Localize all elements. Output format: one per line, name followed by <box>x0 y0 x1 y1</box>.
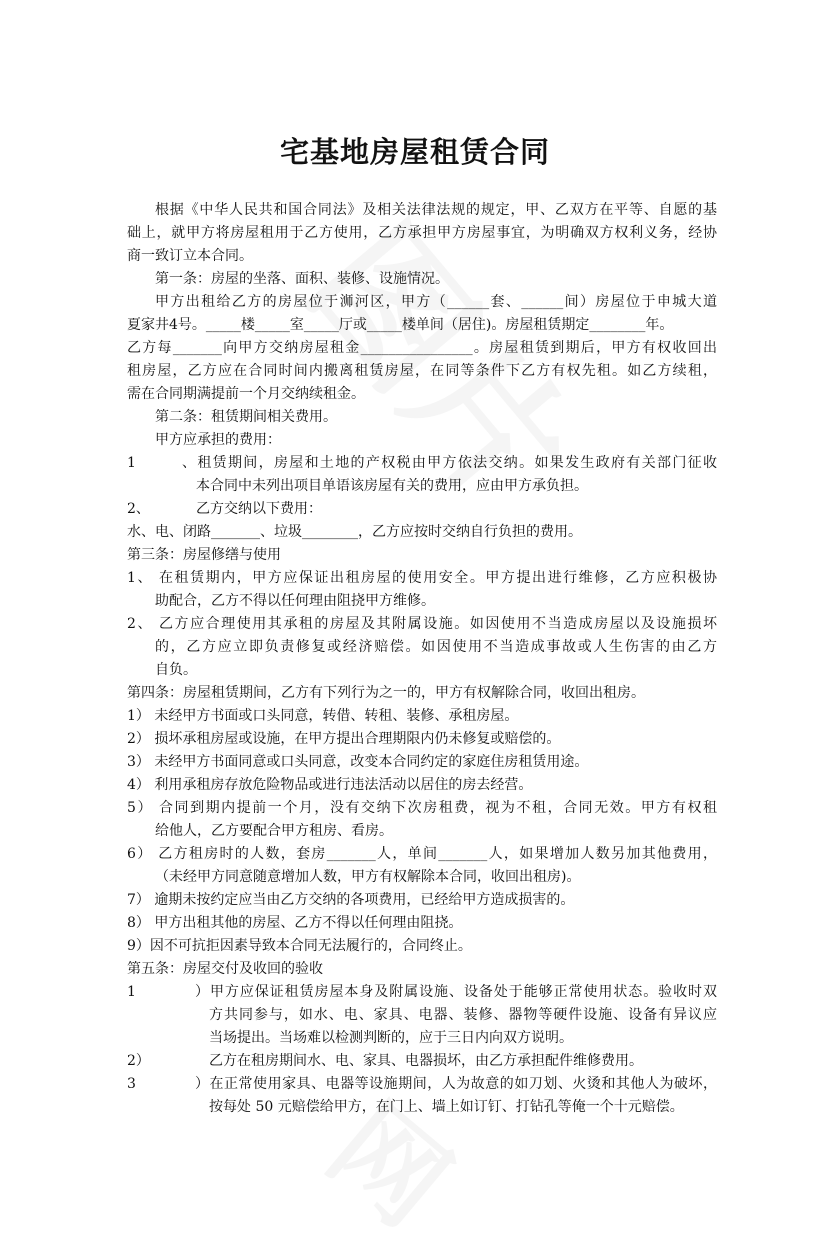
contract-line <box>127 935 717 958</box>
line-text: 第四条：房屋租赁期间，乙方有下列行为之一的，甲方有权解除合同，收回出租房。 <box>127 685 645 701</box>
contract-line <box>127 406 717 429</box>
contract-line <box>127 199 717 222</box>
contract-line <box>127 544 717 567</box>
contract-line <box>127 383 717 406</box>
line-text: 需在合同期满提前一个月交纳续租金。 <box>127 386 365 402</box>
line-text: 第三条：房屋修缮与使用 <box>127 547 281 563</box>
line-text: 水、电、闭路_______、垃圾________，乙方应按时交纳自行负担的费用。 <box>127 524 582 540</box>
line-text: 4） 利用承租房存放危险物品或进行违法活动以居住的房去经营。 <box>127 777 533 793</box>
line-text: 甲方出租给乙方的房屋位于浉河区，甲方（______套、______间）房屋位于申城大道 <box>155 294 717 310</box>
line-text: 本合同中未列出项目单语该房屋有关的费用，应由甲方承负担。 <box>196 478 588 494</box>
line-text: 第一条：房屋的坐落、面积、装修、设施情况。 <box>155 271 449 287</box>
document-title: 宅基地房屋租赁合同 <box>279 135 550 169</box>
line-text: 当场提出。当场难以检测判断的，应于三日内向双方说明。 <box>209 1030 573 1046</box>
contract-line <box>127 222 717 245</box>
contract-line <box>127 590 717 613</box>
line-text: 方共同参与，如水、电、家具、电器、装修、器物等硬件设施、设备有异议应 <box>209 1007 717 1023</box>
contract-line <box>127 843 717 866</box>
contract-line <box>127 981 717 1004</box>
line-text: 商一致订立本合同。 <box>127 248 253 264</box>
line-text: 夏家井4号。_____楼_____室_____厅或_____楼单间（居住)。房屋租赁期定________年。 <box>127 317 674 333</box>
line-text: 第二条：租赁期间相关费用。 <box>155 409 337 425</box>
contract-line <box>127 820 717 843</box>
contract-line <box>127 452 717 475</box>
line-text: 助配合，乙方不得以任何理由阻挠甲方维修。 <box>155 593 435 609</box>
line-text: 甲方应承担的费用： <box>155 432 281 448</box>
contract-line <box>127 728 717 751</box>
contract-line <box>127 475 717 498</box>
contract-line <box>127 659 717 682</box>
contract-line <box>127 912 717 935</box>
contract-line <box>127 682 717 705</box>
contract-body <box>127 199 717 1119</box>
line-text: 给他人，乙方要配合甲方租房、看房。 <box>155 823 393 839</box>
item-number: 2） <box>127 1053 150 1069</box>
contract-line <box>127 521 717 544</box>
contract-line <box>127 498 717 521</box>
line-text: 在正常使用家具、电器等设施期间，人为故意的如刀划、火烫和其他人为破坏， <box>209 1076 717 1092</box>
line-text: 的，乙方应立即负责修复或经济赔偿。如因使用不当造成事故或人生伤害的由乙方 <box>155 639 717 655</box>
contract-line <box>127 1050 717 1073</box>
contract-line <box>127 797 717 820</box>
line-text: 根据《中华人民共和国合同法》及相关法律法规的规定，甲、乙双方在平等、自愿的基 <box>155 202 717 218</box>
contract-line <box>127 291 717 314</box>
line-text: 乙方交纳以下费用： <box>196 501 322 517</box>
item-number: 1） <box>127 984 209 1000</box>
contract-line <box>127 705 717 728</box>
contract-line <box>127 429 717 452</box>
contract-line <box>127 1027 717 1050</box>
line-text: 2） 损坏承租房屋或设施，在甲方提出合理期限内仍未修复或赔偿的。 <box>127 731 561 747</box>
contract-line <box>127 958 717 981</box>
line-text: 6） 乙方租房时的人数，套房_______人，单间_______人，如果增加人数另加其他费用， <box>127 846 717 862</box>
line-text: 9）因不可抗拒因素导致本合同无法履行的，合同终止。 <box>127 938 472 954</box>
line-text: 乙方每_______向甲方交纳房屋租金________________。房屋租赁到期后，甲方有权收回出 <box>127 340 717 356</box>
line-text: 1） 未经甲方书面或口头同意，转借、转租、装修、承租房屋。 <box>127 708 519 724</box>
contract-line <box>127 245 717 268</box>
line-text: 2、 乙方应合理使用其承租的房屋及其附属设施。如因使用不当造成房屋以及设施损坏 <box>127 616 717 632</box>
line-text: 按每处 50 元赔偿给甲方，在门上、墙上如订钉、打钻孔等俺一个十元赔偿。 <box>209 1099 684 1115</box>
line-text: 础上，就甲方将房屋租用于乙方使用，乙方承担甲方房屋事宜，为明确双方权利义务，经协 <box>127 225 717 241</box>
contract-line <box>127 1096 717 1119</box>
contract-line <box>127 774 717 797</box>
line-text: （未经甲方同意随意增加人数，甲方有权解除本合同，收回出租房)。 <box>155 869 581 885</box>
contract-line <box>127 636 717 659</box>
line-text: 租赁期间，房屋和土地的产权税由甲方依法交纳。如果发生政府有关部门征收 <box>196 455 717 471</box>
contract-line <box>127 1004 717 1027</box>
contract-line <box>127 1073 717 1096</box>
line-text: 自负。 <box>155 662 197 678</box>
line-text: 5） 合同到期内提前一个月，没有交纳下次房租费，视为不租，合同无效。甲方有权租 <box>127 800 717 816</box>
contract-line <box>127 360 717 383</box>
line-text: 乙方在租房期间水、电、家具、电器损坏，由乙方承担配件维修费用。 <box>209 1053 643 1069</box>
contract-line <box>127 866 717 889</box>
line-text: 1、 在租赁期内，甲方应保证出租房屋的使用安全。甲方提出进行维修，乙方应积极协 <box>127 570 717 586</box>
contract-line <box>127 751 717 774</box>
item-number: 1、 <box>127 455 196 471</box>
item-number: 3） <box>127 1076 209 1092</box>
contract-line <box>127 889 717 912</box>
contract-line <box>127 337 717 360</box>
contract-line <box>127 613 717 636</box>
line-text: 7） 逾期未按约定应当由乙方交纳的各项费用，已经给甲方造成损害的。 <box>127 892 575 908</box>
contract-line <box>127 567 717 590</box>
contract-line <box>127 314 717 337</box>
contract-line <box>127 268 717 291</box>
line-text: 第五条：房屋交付及收回的验收 <box>127 961 323 977</box>
item-number: 2、 <box>127 501 150 517</box>
line-text: 甲方应保证租赁房屋本身及附属设施、设备处于能够正常使用状态。验收时双 <box>209 984 717 1000</box>
line-text: 8） 甲方出租其他的房屋、乙方不得以任何理由阻挠。 <box>127 915 463 931</box>
line-text: 租房屋，乙方应在合同时间内搬离租赁房屋，在同等条件下乙方有权先租。如乙方续租， <box>127 363 717 379</box>
line-text: 3） 未经甲方书面同意或口头同意，改变本合同约定的家庭住房租赁用途。 <box>127 754 589 770</box>
